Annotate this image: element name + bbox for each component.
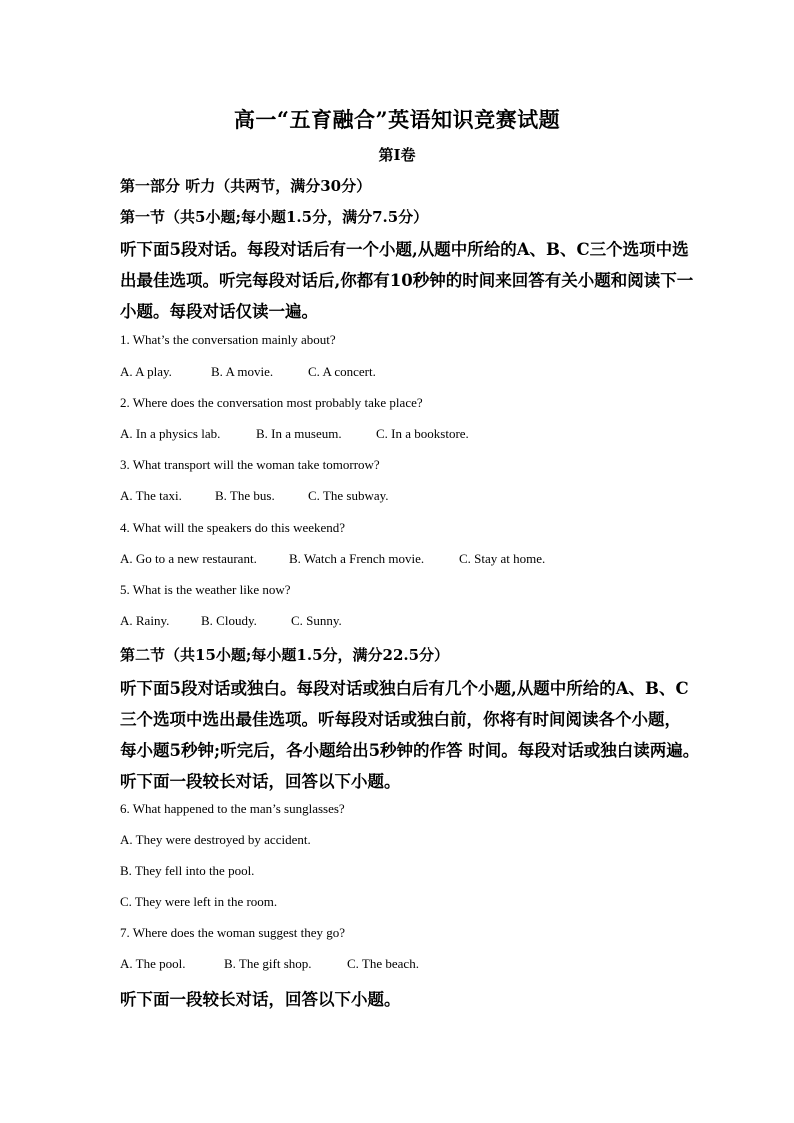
instruction-line: 三个选项中选出最佳选项。听每段对话或独白前，你将有时间阅读各个小题，	[120, 710, 681, 729]
answer-options	[120, 426, 469, 442]
answer-options	[120, 956, 419, 972]
option-b: B. They fell into the pool.	[120, 863, 255, 878]
question-text: 1. What’s the conversation mainly about?	[120, 332, 336, 347]
volume-label: 第Ⅰ卷	[378, 146, 416, 164]
option-a: A. Rainy.	[120, 613, 170, 628]
option-c: C. The subway.	[308, 488, 389, 503]
option-a: A. The taxi.	[120, 488, 182, 503]
instruction-line: 出最佳选项。听完每段对话后,你都有10秒钟的时间来回答有关小题和阅读下一	[120, 271, 694, 290]
instruction-line: 听下面5段对话。每段对话后有一个小题,从题中所给的A、B、C三个选项中选	[120, 240, 689, 259]
option-c: C. The beach.	[347, 956, 419, 971]
dialogue-intro: 听下面一段较长对话，回答以下小题。	[120, 990, 401, 1009]
question-text: 3. What transport will the woman take tomorrow?	[120, 457, 380, 472]
option-b: B. The gift shop.	[224, 956, 312, 971]
option-c: C. A concert.	[308, 364, 376, 379]
instruction-line: 每小题5秒钟;听完后，各小题给出5秒钟的作答 时间。每段对话或独白读两遍。	[120, 741, 700, 760]
option-a: A. A play.	[120, 364, 172, 379]
option-b: B. A movie.	[211, 364, 274, 379]
dialogue-intro: 听下面一段较长对话，回答以下小题。	[120, 772, 401, 791]
answer-options	[120, 488, 389, 504]
question-text: 6. What happened to the man’s sunglasses?	[120, 801, 345, 816]
answer-options	[120, 364, 376, 380]
answer-options	[120, 613, 342, 629]
option-b: B. Cloudy.	[201, 613, 257, 628]
instruction-line: 小题。每段对话仅读一遍。	[120, 302, 318, 321]
option-b: B. In a museum.	[256, 426, 342, 441]
option-a: A. In a physics lab.	[120, 426, 221, 441]
option-a: A. Go to a new restaurant.	[120, 551, 257, 566]
page-title: 高一“五育融合”英语知识竞赛试题	[233, 107, 561, 132]
answer-options	[120, 551, 545, 567]
option-c: C. In a bookstore.	[376, 426, 469, 441]
question-text: 7. Where does the woman suggest they go?	[120, 925, 346, 940]
option-c: C. Sunny.	[291, 613, 342, 628]
option-c: C. They were left in the room.	[120, 894, 278, 909]
instruction-line: 听下面5段对话或独白。每段对话或独白后有几个小题,从题中所给的A、B、C	[120, 679, 689, 698]
option-b: B. Watch a French movie.	[289, 551, 425, 566]
option-b: B. The bus.	[215, 488, 275, 503]
option-c: C. Stay at home.	[459, 551, 546, 566]
option-a: A. They were destroyed by accident.	[120, 832, 311, 847]
option-a: A. The pool.	[120, 956, 186, 971]
section-heading: 第二节（共15小题;每小题1.5分，满分22.5分）	[120, 646, 450, 664]
question-text: 4. What will the speakers do this weekend?	[120, 520, 346, 535]
question-text: 5. What is the weather like now?	[120, 582, 291, 597]
section-heading: 第一节（共5小题;每小题1.5分，满分7.5分）	[120, 208, 429, 226]
question-text: 2. Where does the conversation most probably take place?	[120, 395, 423, 410]
part-heading: 第一部分 听力（共两节，满分30分）	[120, 177, 372, 195]
